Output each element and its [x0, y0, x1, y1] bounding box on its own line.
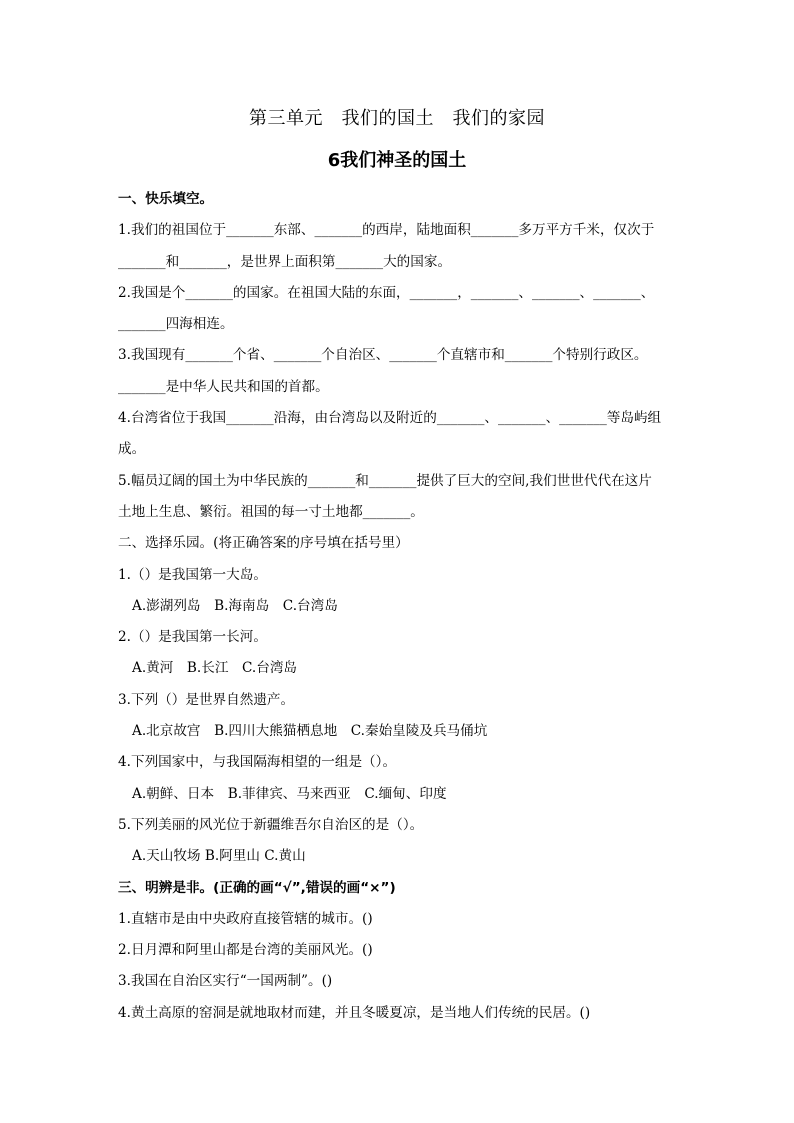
true-false-item: 1.直辖市是由中央政府直接管辖的城市。() [118, 910, 373, 927]
true-false-item: 4.黄土高原的窑洞是就地取材而建，并且冬暖夏凉，是当地人们传统的民居。() [118, 1004, 591, 1021]
choice-question-options: A.天山牧场 B.阿里山 C.黄山 [132, 848, 306, 865]
true-false-item: 3.我国在自治区实行“一国两制”。() [118, 973, 333, 990]
section-heading-true-false: 三、明辨是非。(正确的画“√”,错误的画“×”) [118, 879, 396, 896]
fill-in-line: 4.台湾省位于我国_______沿海，由台湾岛以及附近的_______、_______、_______等岛屿组 [118, 410, 662, 427]
choice-question-stem: 2.（）是我国第一长河。 [118, 629, 267, 646]
lesson-title: 6我们神圣的国土 [327, 150, 467, 171]
choice-question-stem: 1.（）是我国第一大岛。 [118, 566, 267, 583]
fill-in-line: 2.我国是个_______的国家。在祖国大陆的东面，_______，_______、_______、_______、 [118, 284, 655, 301]
true-false-item: 2.日月潭和阿里山都是台湾的美丽风光。() [118, 942, 373, 959]
fill-in-line: _______四海相连。 [118, 316, 234, 333]
choice-question-options: A.黄河 B.长江 C.台湾岛 [132, 660, 298, 677]
section-heading-choice: 二、选择乐园。(将正确答案的序号填在括号里） [118, 535, 409, 552]
fill-in-line: _______是中华人民共和国的首都。 [118, 378, 329, 395]
fill-in-line: 成。 [118, 441, 146, 458]
choice-question-stem: 5.下列美丽的风光位于新疆维吾尔自治区的是（）。 [118, 816, 424, 833]
fill-in-line: 土地上生息、繁衍。祖国的每一寸土地都_______。 [118, 503, 424, 520]
unit-title: 第三单元 我们的国土 我们的家园 [249, 108, 545, 129]
worksheet-content [118, 184, 678, 1029]
choice-question-options: A.澎湖列岛 B.海南岛 C.台湾岛 [132, 597, 338, 614]
section-heading-fill-in: 一、快乐填空。 [118, 191, 214, 207]
choice-question-options: A.北京故宫 B.四川大熊猫栖息地 C.秦始皇陵及兵马俑坑 [132, 723, 488, 740]
choice-question-stem: 4.下列国家中，与我国隔海相望的一组是（）。 [118, 754, 397, 771]
fill-in-line: 5.幅员辽阔的国土为中华民族的_______和_______提供了巨大的空间,我们世世代代在这片 [118, 472, 652, 489]
fill-in-line: 3.我国现有_______个省、_______个自治区、_______个直辖市和_______个特别行政区。 [118, 347, 648, 364]
fill-in-line: 1.我们的祖国位于_______东部、_______的西岸，陆地面积_______多万平方千米，仅次于 [118, 222, 655, 239]
choice-question-options: A.朝鲜、日本 B.菲律宾、马来西亚 C.缅甸、印度 [132, 785, 447, 802]
choice-question-stem: 3.下列（）是世界自然遗产。 [118, 691, 295, 708]
fill-in-line: _______和_______，是世界上面积第_______大的国家。 [118, 253, 452, 270]
